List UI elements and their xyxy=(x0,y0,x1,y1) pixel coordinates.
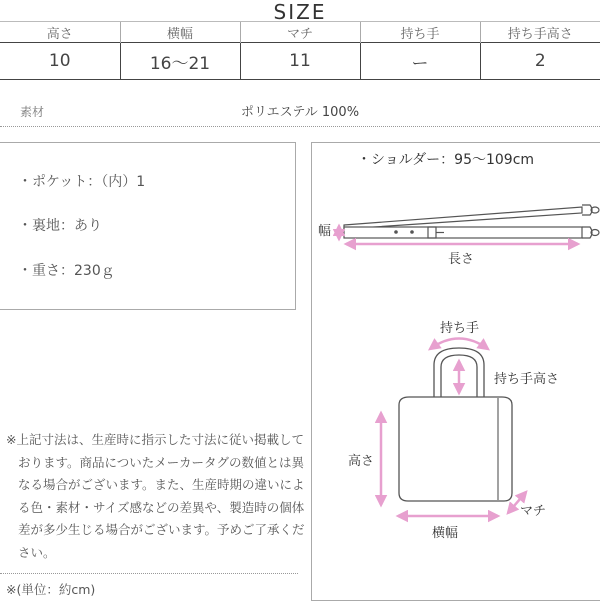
strap-length-label: 長さ xyxy=(448,252,475,267)
detail-pocket: ・ポケット：（内）1 xyxy=(18,174,146,190)
value-handle: ー xyxy=(360,43,480,80)
bag-diagram xyxy=(312,143,600,602)
bag-icon xyxy=(399,348,512,501)
detail-weight: ・重さ：230ｇ xyxy=(18,263,115,279)
header-handle-height: 持ち手高さ xyxy=(507,26,573,42)
shoulder-length-text: ・ショルダー：95〜109cm xyxy=(357,152,535,168)
header-width: 横幅 xyxy=(120,22,240,43)
material-divider xyxy=(0,126,600,127)
value-width: 16〜21 xyxy=(120,43,240,80)
size-table-value-row xyxy=(0,43,600,80)
disclaimer-note: ※上記寸法は、生産時に指示した寸法に従い掲載しております。商品についたメーカータグの数値とは異なる場合がございます。また、生産時期の違いによる色・素材・サイズ感などの差異や、製造時の個体差が多少生じる場合がございます。予めご了承ください。 xyxy=(6,432,305,560)
width-label: 横幅 xyxy=(432,526,459,541)
diagram-box xyxy=(311,142,600,601)
details-box xyxy=(0,142,296,310)
gusset-label: マチ xyxy=(520,504,547,519)
note-divider xyxy=(0,573,298,574)
handle-label: 持ち手 xyxy=(440,321,480,336)
handle-height-label: 持ち手高さ xyxy=(494,372,560,387)
value-gusset: 11 xyxy=(240,43,360,80)
header-gusset: マチ xyxy=(240,22,360,43)
value-height: 10 xyxy=(0,43,120,80)
shoulder-strap-icon xyxy=(344,205,599,238)
material-label: 素材 xyxy=(20,105,45,119)
header-handle: 持ち手 xyxy=(360,22,480,43)
height-label: 高さ xyxy=(348,454,375,469)
unit-note: ※(単位：約cm) xyxy=(6,582,96,597)
header-height: 高さ xyxy=(0,22,120,43)
value-handle-height: 2 xyxy=(480,43,600,80)
size-title: SIZE xyxy=(273,0,327,24)
size-table-header-row xyxy=(0,22,600,43)
detail-lining: ・裏地：あり xyxy=(18,218,102,234)
material-value: ポリエステル 100% xyxy=(240,105,360,120)
strap-width-label: 幅 xyxy=(318,224,332,239)
size-table xyxy=(0,22,600,80)
